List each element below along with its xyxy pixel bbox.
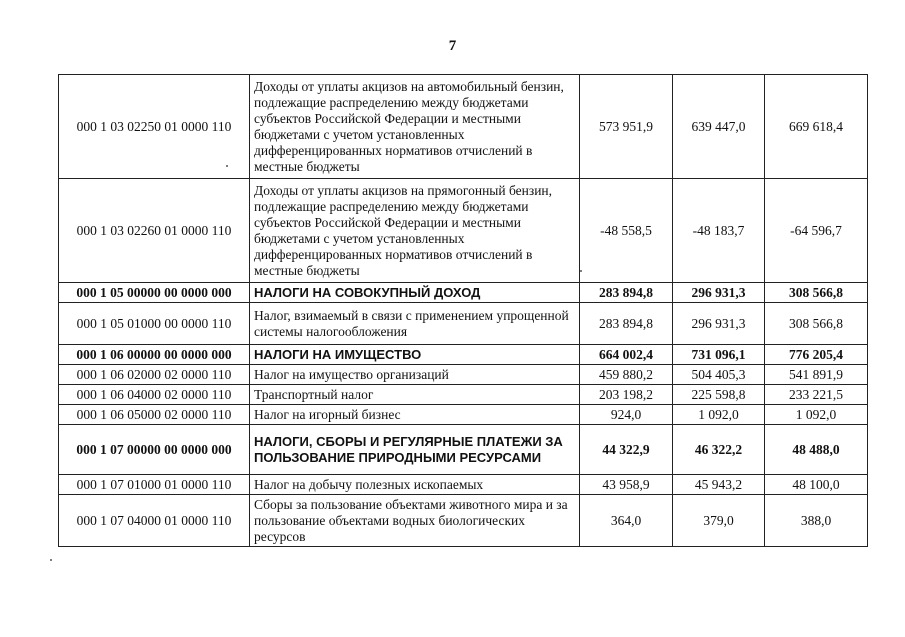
value-year1-cell: -48 558,5	[580, 179, 673, 283]
value-year1-cell: 664 002,4	[580, 345, 673, 365]
revenue-name-cell: Налог на имущество организаций	[250, 365, 580, 385]
value-year1-cell: 283 894,8	[580, 283, 673, 303]
revenue-name-cell: НАЛОГИ НА СОВОКУПНЫЙ ДОХОД	[250, 283, 580, 303]
value-year1-cell: 459 880,2	[580, 365, 673, 385]
budget-code-cell: 000 1 06 00000 00 0000 000	[59, 345, 250, 365]
value-year2-cell: 731 096,1	[673, 345, 765, 365]
value-year1-cell: 573 951,9	[580, 75, 673, 179]
value-year3-cell: 48 488,0	[765, 425, 868, 475]
revenue-name-cell: Сборы за пользование объектами животного мира и за пользование объектами водных биологических ресурсов	[250, 495, 580, 547]
value-year3-cell: 669 618,4	[765, 75, 868, 179]
table-row	[59, 385, 868, 405]
value-year1-cell: 44 322,9	[580, 425, 673, 475]
revenue-name-cell: Транспортный налог	[250, 385, 580, 405]
table-row	[59, 365, 868, 385]
budget-code-cell: 000 1 06 04000 02 0000 110	[59, 385, 250, 405]
value-year1-cell: 203 198,2	[580, 385, 673, 405]
value-year2-cell: 379,0	[673, 495, 765, 547]
value-year1-cell: 43 958,9	[580, 475, 673, 495]
value-year3-cell: -64 596,7	[765, 179, 868, 283]
value-year1-cell: 364,0	[580, 495, 673, 547]
table-row	[59, 283, 868, 303]
budget-code-cell: 000 1 06 05000 02 0000 110	[59, 405, 250, 425]
value-year2-cell: 296 931,3	[673, 303, 765, 345]
revenue-name-cell: Налог, взимаемый в связи с применением упрощенной системы налогообложения	[250, 303, 580, 345]
revenue-name-cell: НАЛОГИ НА ИМУЩЕСТВО	[250, 345, 580, 365]
scan-speck	[50, 559, 52, 561]
value-year3-cell: 308 566,8	[765, 303, 868, 345]
table-row	[59, 345, 868, 365]
revenue-name-cell: Налог на добычу полезных ископаемых	[250, 475, 580, 495]
table-row	[59, 303, 868, 345]
budget-code-cell: 000 1 03 02250 01 0000 110	[59, 75, 250, 179]
value-year2-cell: 639 447,0	[673, 75, 765, 179]
budget-revenue-table	[58, 74, 868, 547]
table-row	[59, 179, 868, 283]
value-year2-cell: 46 322,2	[673, 425, 765, 475]
revenue-name-cell: Доходы от уплаты акцизов на прямогонный бензин, подлежащие распределению между бюджетами субъектов Российской Федерации и местными бюджетами с учетом установленных дифференцированных нормативов отчислений в местные бюджеты	[250, 179, 580, 283]
value-year2-cell: 504 405,3	[673, 365, 765, 385]
budget-code-cell: 000 1 05 00000 00 0000 000	[59, 283, 250, 303]
table-row	[59, 405, 868, 425]
value-year3-cell: 308 566,8	[765, 283, 868, 303]
value-year1-cell: 924,0	[580, 405, 673, 425]
value-year2-cell: 225 598,8	[673, 385, 765, 405]
value-year3-cell: 48 100,0	[765, 475, 868, 495]
budget-code-cell: 000 1 07 01000 01 0000 110	[59, 475, 250, 495]
scan-speck	[580, 270, 582, 272]
table-row	[59, 495, 868, 547]
value-year3-cell: 1 092,0	[765, 405, 868, 425]
budget-code-cell: 000 1 03 02260 01 0000 110	[59, 179, 250, 283]
revenue-name-cell: Доходы от уплаты акцизов на автомобильный бензин, подлежащие распределению между бюджетами субъектов Российской Федерации и местными бюджетами с учетом установленных дифференцированных нормативов отчислений в местные бюджеты	[250, 75, 580, 179]
page-number: 7	[448, 38, 457, 54]
value-year2-cell: 296 931,3	[673, 283, 765, 303]
value-year2-cell: 1 092,0	[673, 405, 765, 425]
table-body	[59, 75, 868, 547]
value-year3-cell: 776 205,4	[765, 345, 868, 365]
scan-speck	[226, 165, 228, 167]
budget-code-cell: 000 1 06 02000 02 0000 110	[59, 365, 250, 385]
value-year2-cell: 45 943,2	[673, 475, 765, 495]
value-year3-cell: 541 891,9	[765, 365, 868, 385]
table-row	[59, 425, 868, 475]
revenue-name-cell: НАЛОГИ, СБОРЫ И РЕГУЛЯРНЫЕ ПЛАТЕЖИ ЗА ПОЛЬЗОВАНИЕ ПРИРОДНЫМИ РЕСУРСАМИ	[250, 425, 580, 475]
value-year3-cell: 388,0	[765, 495, 868, 547]
value-year2-cell: -48 183,7	[673, 179, 765, 283]
budget-code-cell: 000 1 05 01000 00 0000 110	[59, 303, 250, 345]
table-row	[59, 475, 868, 495]
value-year3-cell: 233 221,5	[765, 385, 868, 405]
table-row	[59, 75, 868, 179]
budget-code-cell: 000 1 07 04000 01 0000 110	[59, 495, 250, 547]
value-year1-cell: 283 894,8	[580, 303, 673, 345]
budget-code-cell: 000 1 07 00000 00 0000 000	[59, 425, 250, 475]
revenue-name-cell: Налог на игорный бизнес	[250, 405, 580, 425]
